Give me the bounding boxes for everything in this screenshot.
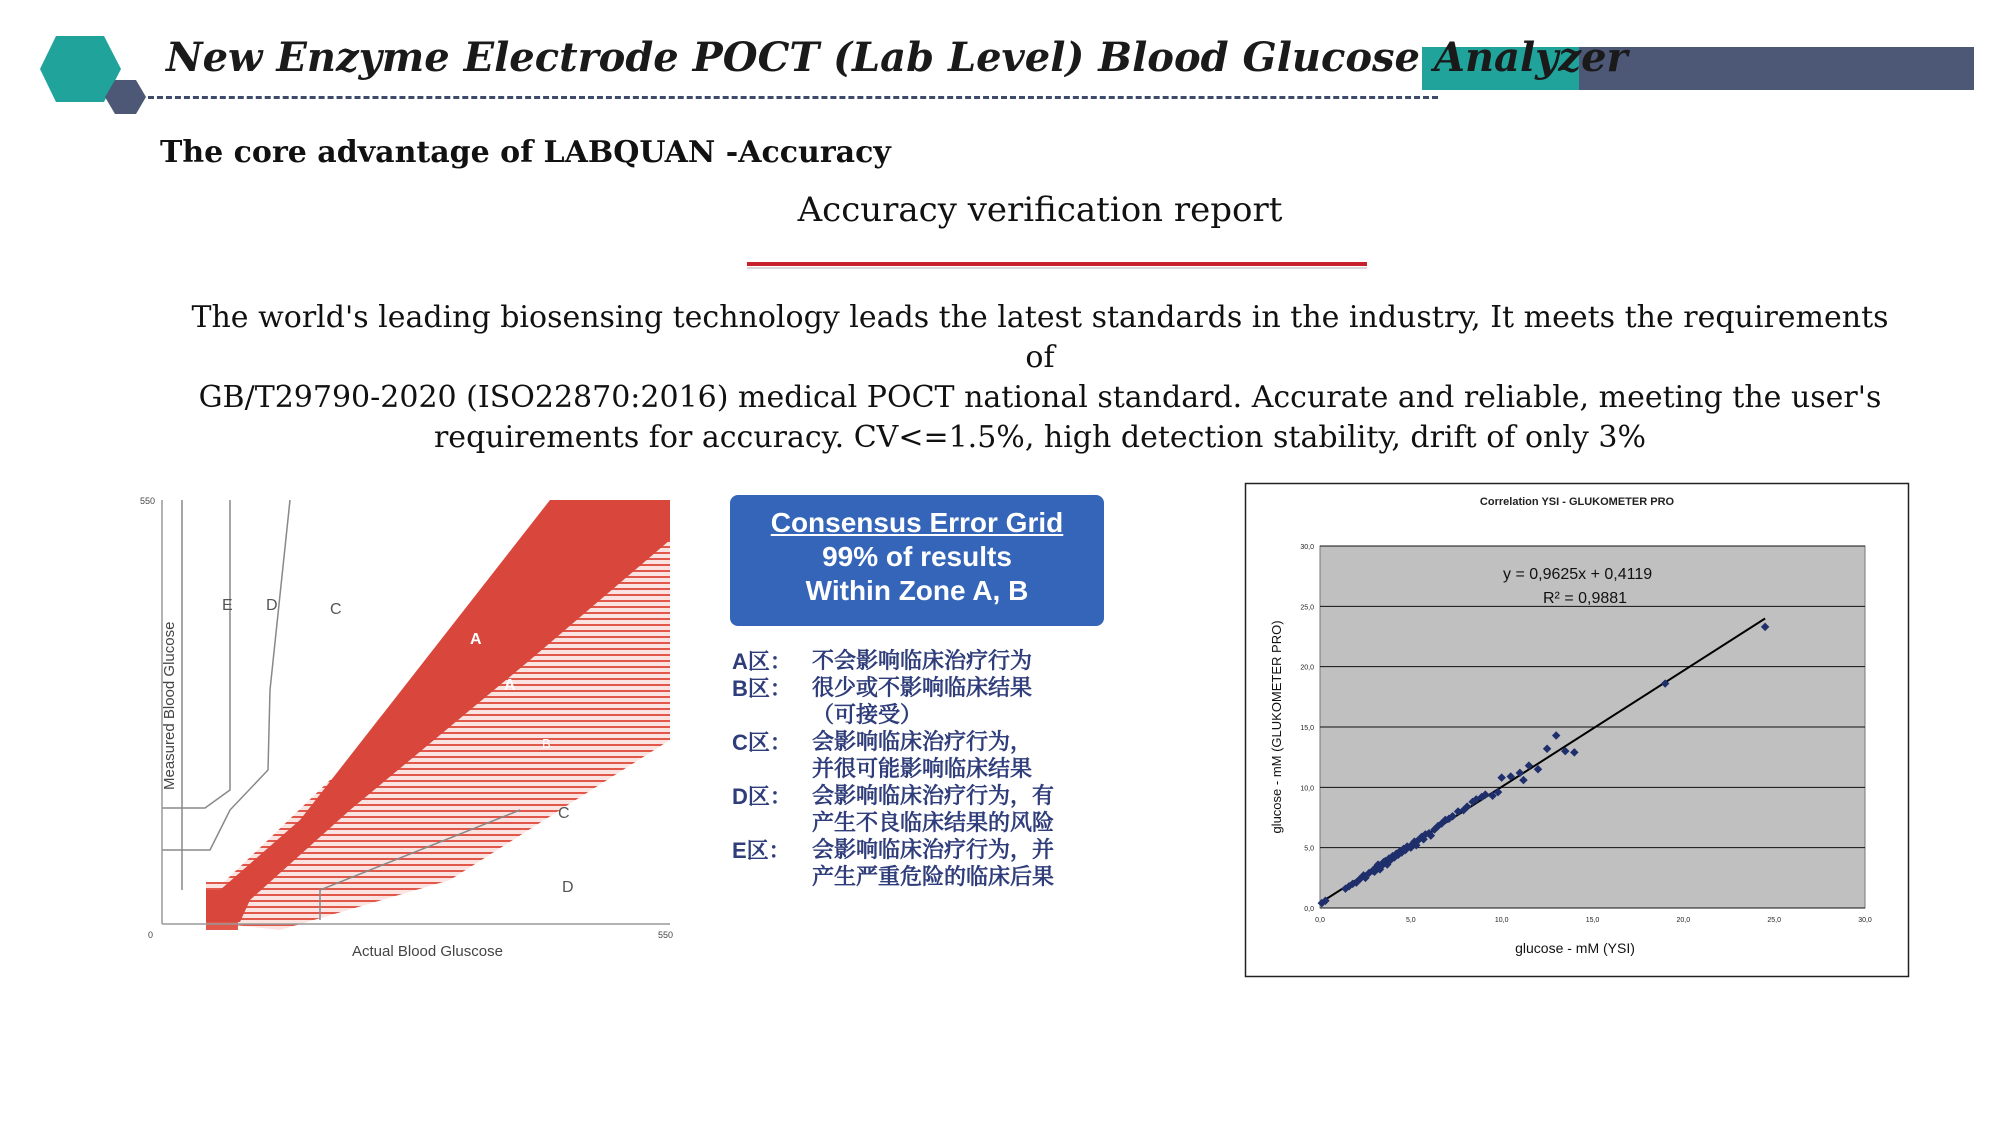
y-tick-label: 10,0 <box>1300 785 1314 793</box>
zone-label-d: D <box>562 879 574 896</box>
description <box>190 298 1890 458</box>
x-tick-label: 20,0 <box>1676 917 1691 924</box>
zone-label-c: C <box>558 805 570 822</box>
zone-key: A区： <box>732 649 792 674</box>
report-title-underline <box>747 262 1367 266</box>
zone-b-band-lower <box>206 922 238 930</box>
x-tick-label: 0,0 <box>1315 917 1325 924</box>
zone-row-d <box>732 783 1132 837</box>
description-line: GB/T29790-2020 (ISO22870:2016) medical POCT national standard. Accurate and reliable, meeting the user's <box>198 380 1882 415</box>
zone-row-c <box>732 729 1132 783</box>
zone-desc: 很少或不影响临床结果 <box>812 676 1033 701</box>
x-tick-label: 5,0 <box>1405 917 1416 924</box>
axis-zero-label: 0 <box>148 930 154 940</box>
correlation-chart <box>1245 483 1909 977</box>
y-tick-label: 15,0 <box>1300 725 1314 732</box>
slate-bar <box>1579 47 1974 90</box>
y-tick-label: 0,0 <box>1304 906 1314 913</box>
chart-title: Correlation YSI - GLUKOMETER PRO <box>1479 496 1675 508</box>
x-axis-label: Actual Blood Gluscose <box>352 943 503 960</box>
zone-desc: 会影响临床治疗行为，并 <box>812 838 1055 863</box>
zone-desc: （可接受） <box>812 703 923 728</box>
y-axis-label: glucose - mM (GLUKOMETER PRO) <box>1269 620 1284 834</box>
zone-row-b <box>732 675 1132 729</box>
zone-label-e: E <box>222 597 233 614</box>
regression-equation: y = 0,9625x + 0,4119 <box>1503 566 1653 583</box>
y-tick-label: 20,0 <box>1300 664 1314 672</box>
x-axis-max-label: 550 <box>658 930 674 940</box>
x-tick-label: 25,0 <box>1767 917 1781 924</box>
zone-desc: 不会影响临床治疗行为 <box>812 649 1033 674</box>
zone-desc: 会影响临床治疗行为，有 <box>812 784 1055 809</box>
consensus-title: Consensus Error Grid <box>770 507 1064 538</box>
r-squared: R² = 0,9881 <box>1543 590 1628 607</box>
zone-row-e <box>732 837 1132 891</box>
zone-label-b: B <box>542 736 551 751</box>
zone-desc: 会影响临床治疗行为， <box>812 730 1033 755</box>
section-subtitle: The core advantage of LABQUAN -Accuracy <box>160 135 891 170</box>
zone-label-b: B <box>412 618 421 633</box>
header-divider <box>148 96 1438 99</box>
zone-label-c: C <box>330 601 342 618</box>
zone-row-a <box>732 648 1132 675</box>
consensus-zone: Within Zone A, B <box>805 575 1029 606</box>
zone-desc: 并很可能影响临床结果 <box>812 757 1033 782</box>
error-grid-figure <box>140 490 690 970</box>
y-axis-label: Measured Blood Glucose <box>161 621 178 790</box>
zone-label-d: D <box>266 597 278 614</box>
zone-label-a: A <box>504 677 516 694</box>
zone-key: D区： <box>732 784 792 809</box>
y-tick-label: 5,0 <box>1304 845 1314 853</box>
description-line: The world's leading biosensing technology leads the latest standards in the industry, It meets the requirements of <box>191 300 1889 375</box>
zone-label-a: A <box>470 631 482 648</box>
zone-definitions <box>732 648 1132 891</box>
x-tick-label: 30,0 <box>1858 917 1872 924</box>
zone-key: E区： <box>732 838 791 863</box>
report-title-underline-shadow <box>747 267 1367 269</box>
consensus-percent: 99% of results <box>822 541 1012 572</box>
description-line: requirements for accuracy. CV<=1.5%, high detection stability, drift of only 3% <box>433 420 1647 455</box>
y-axis-max-label: 550 <box>140 496 156 506</box>
zone-desc: 产生严重危险的临床后果 <box>812 865 1055 890</box>
report-title: Accuracy verification report <box>797 190 1283 230</box>
zone-key: B区： <box>732 676 792 701</box>
x-axis-label: glucose - mM (YSI) <box>1515 940 1635 956</box>
consensus-error-grid-badge <box>730 495 1104 626</box>
zone-key: C区： <box>732 730 792 755</box>
y-tick-label: 25,0 <box>1300 604 1314 612</box>
zone-d-line <box>162 500 290 850</box>
page-title: New Enzyme Electrode POCT (Lab Level) Blood Glucose Analyzer <box>166 34 1628 81</box>
x-tick-label: 15,0 <box>1585 917 1600 924</box>
x-tick-label: 10,0 <box>1494 917 1509 924</box>
zone-desc: 产生不良临床结果的风险 <box>812 811 1055 836</box>
y-tick-label: 30,0 <box>1300 544 1314 551</box>
